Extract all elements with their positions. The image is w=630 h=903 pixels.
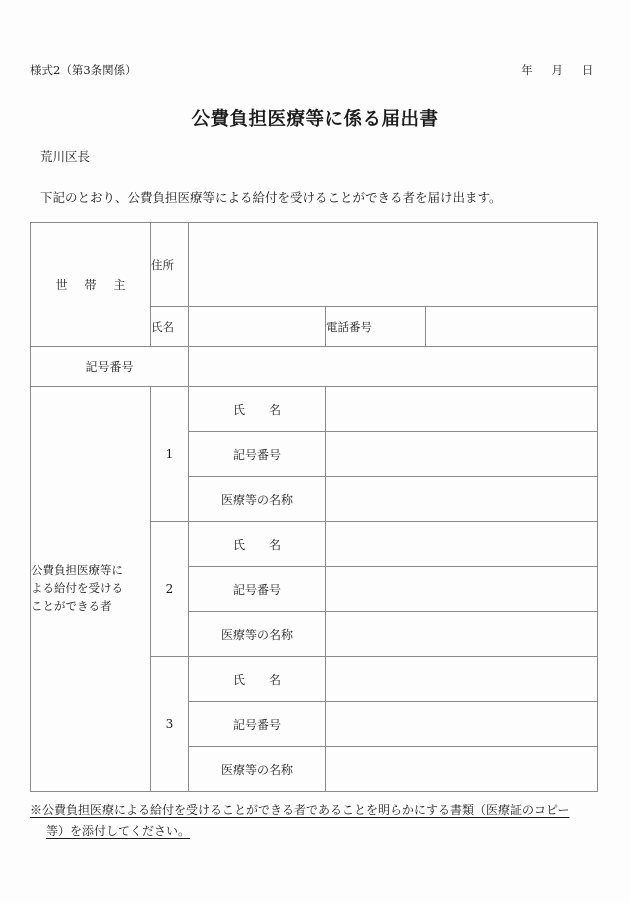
recipient-3-symbol-label-cell — [189, 702, 326, 747]
recipient-name-label: 氏 名 — [232, 672, 281, 687]
recipient-3-medical-value-cell[interactable] — [326, 747, 598, 792]
recipient-name-label: 氏 名 — [232, 537, 281, 552]
recipient-1-medical-value-cell[interactable] — [326, 477, 598, 522]
header-row — [30, 60, 600, 80]
addressee-label: 荒川区長 — [40, 149, 91, 164]
footnote — [30, 800, 598, 842]
form-code-label: 様式2（第3条関係） — [30, 63, 137, 77]
household-name-label: 氏名 — [151, 319, 174, 334]
table-row-household-address — [31, 223, 598, 307]
household-head-label-cell — [31, 223, 151, 347]
recipient-1-symbol-value-cell[interactable] — [326, 432, 598, 477]
declaration-form-table — [30, 222, 598, 792]
table-row-recipient-1-name — [31, 387, 598, 432]
household-head-label: 世 帯 主 — [55, 278, 133, 292]
recipient-2-medical-label-cell — [189, 612, 326, 657]
page-title: 公費負担医療等に係る届出書 — [191, 109, 439, 130]
recipient-3-name-value-cell[interactable] — [326, 657, 598, 702]
recipients-label-line-2: よる給付を受ける — [31, 581, 123, 596]
household-name-label-cell — [151, 307, 189, 347]
recipient-2-name-label-cell — [189, 522, 326, 567]
recipient-symbol-number-label: 記号番号 — [232, 447, 281, 462]
recipient-2-name-value-cell[interactable] — [326, 522, 598, 567]
recipient-1-name-label-cell — [189, 387, 326, 432]
recipient-1-name-value-cell[interactable] — [326, 387, 598, 432]
recipient-3-number-cell: 3 — [151, 657, 189, 792]
phone-value-cell[interactable] — [426, 307, 598, 347]
recipient-2-symbol-label-cell — [189, 567, 326, 612]
intro-statement: 下記のとおり、公費負担医療等による給付を受けることができる者を届け出ます。 — [40, 190, 502, 205]
recipient-name-label: 氏 名 — [232, 402, 281, 417]
recipient-medical-name-label: 医療等の名称 — [220, 627, 293, 642]
symbol-number-label: 記号番号 — [85, 360, 134, 374]
table-row-symbol-number — [31, 347, 598, 387]
recipient-symbol-number-label: 記号番号 — [232, 582, 281, 597]
symbol-number-label-cell — [31, 347, 189, 387]
recipient-medical-name-label: 医療等の名称 — [220, 492, 293, 507]
recipient-2-symbol-value-cell[interactable] — [326, 567, 598, 612]
recipients-label-line-1: 公費負担医療等に — [31, 563, 123, 578]
household-name-value-cell[interactable] — [189, 307, 326, 347]
footnote-line-2: 等）を添付してください。 — [46, 824, 191, 838]
recipient-1-number-cell: 1 — [151, 387, 189, 522]
date-entry-line: 年 月 日 — [521, 63, 597, 77]
recipient-1-symbol-label-cell — [189, 432, 326, 477]
recipient-medical-name-label: 医療等の名称 — [220, 762, 293, 777]
symbol-number-value-cell[interactable] — [189, 347, 598, 387]
address-label: 住所 — [151, 257, 174, 272]
phone-label: 電話番号 — [326, 319, 372, 334]
phone-label-cell — [326, 307, 426, 347]
recipient-3-medical-label-cell — [189, 747, 326, 792]
address-label-cell — [151, 223, 189, 307]
recipient-1-medical-label-cell — [189, 477, 326, 522]
address-value-cell[interactable] — [189, 223, 598, 307]
recipient-3-name-label-cell — [189, 657, 326, 702]
recipients-label-cell — [31, 387, 151, 792]
recipient-2-number-cell: 2 — [151, 522, 189, 657]
recipients-label-line-3: ことができる者 — [31, 598, 112, 613]
recipient-2-medical-value-cell[interactable] — [326, 612, 598, 657]
footnote-line-1: ※公費負担医療による給付を受けることができる者であることを明らかにする書類（医療証のコピー — [30, 803, 570, 817]
recipient-symbol-number-label: 記号番号 — [232, 717, 281, 732]
recipient-3-symbol-value-cell[interactable] — [326, 702, 598, 747]
